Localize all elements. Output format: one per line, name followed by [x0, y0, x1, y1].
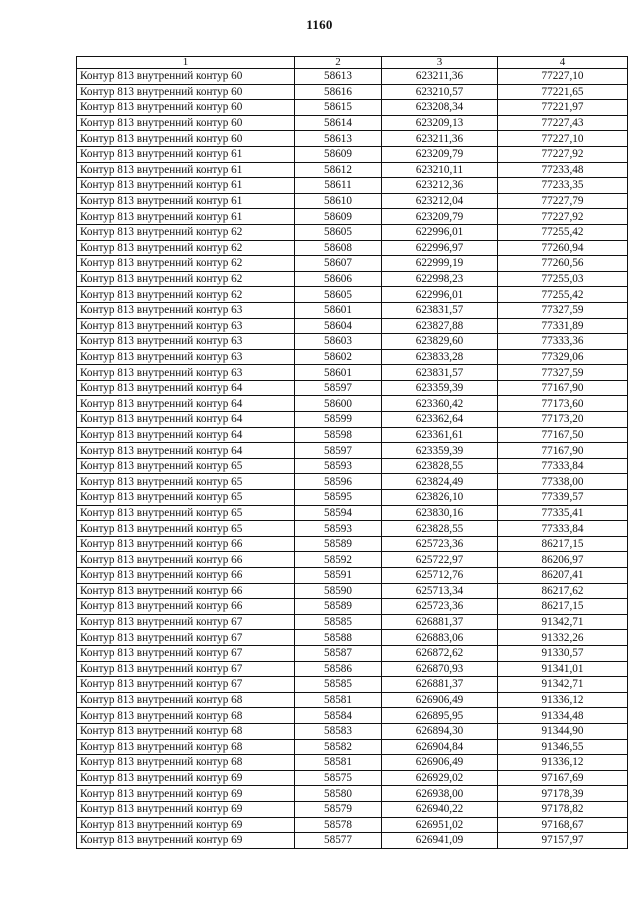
point-number-cell: 58614	[295, 115, 382, 131]
x-coordinate-cell: 626951,02	[382, 817, 498, 833]
contour-name-cell: Контур 813 внутренний контур 68	[77, 723, 295, 739]
table-row	[77, 318, 628, 334]
x-coordinate-cell: 623833,28	[382, 349, 498, 365]
table-row	[77, 505, 628, 521]
x-coordinate-cell: 623826,10	[382, 490, 498, 506]
table-row	[77, 84, 628, 100]
contour-name-cell: Контур 813 внутренний контур 64	[77, 427, 295, 443]
point-number-cell: 58583	[295, 723, 382, 739]
contour-name-cell: Контур 813 внутренний контур 65	[77, 474, 295, 490]
contour-name-cell: Контур 813 внутренний контур 69	[77, 770, 295, 786]
y-coordinate-cell: 77173,20	[498, 412, 628, 428]
table-row	[77, 458, 628, 474]
y-coordinate-cell: 91341,01	[498, 661, 628, 677]
table-row	[77, 723, 628, 739]
x-coordinate-cell: 626941,09	[382, 833, 498, 849]
contour-name-cell: Контур 813 внутренний контур 68	[77, 739, 295, 755]
y-coordinate-cell: 77333,36	[498, 334, 628, 350]
table-row	[77, 334, 628, 350]
y-coordinate-cell: 91334,48	[498, 708, 628, 724]
x-coordinate-cell: 623829,60	[382, 334, 498, 350]
table-row	[77, 224, 628, 240]
point-number-cell: 58584	[295, 708, 382, 724]
table-row	[77, 536, 628, 552]
y-coordinate-cell: 77255,03	[498, 271, 628, 287]
contour-name-cell: Контур 813 внутренний контур 63	[77, 365, 295, 381]
point-number-cell: 58591	[295, 568, 382, 584]
point-number-cell: 58577	[295, 833, 382, 849]
contour-name-cell: Контур 813 внутренний контур 67	[77, 614, 295, 630]
point-number-cell: 58595	[295, 490, 382, 506]
contour-name-cell: Контур 813 внутренний контур 61	[77, 193, 295, 209]
x-coordinate-cell: 623827,88	[382, 318, 498, 334]
x-coordinate-cell: 626894,30	[382, 723, 498, 739]
point-number-cell: 58602	[295, 349, 382, 365]
contour-name-cell: Контур 813 внутренний контур 64	[77, 412, 295, 428]
x-coordinate-cell: 625713,34	[382, 583, 498, 599]
table-row	[77, 115, 628, 131]
y-coordinate-cell: 77227,92	[498, 146, 628, 162]
contour-name-cell: Контур 813 внутренний контур 69	[77, 833, 295, 849]
x-coordinate-cell: 623831,57	[382, 365, 498, 381]
point-number-cell: 58609	[295, 209, 382, 225]
point-number-cell: 58609	[295, 146, 382, 162]
x-coordinate-cell: 623359,39	[382, 443, 498, 459]
y-coordinate-cell: 77227,79	[498, 193, 628, 209]
contour-name-cell: Контур 813 внутренний контур 61	[77, 146, 295, 162]
y-coordinate-cell: 86217,62	[498, 583, 628, 599]
point-number-cell: 58610	[295, 193, 382, 209]
table-row	[77, 271, 628, 287]
x-coordinate-cell: 626881,37	[382, 614, 498, 630]
x-coordinate-cell: 625723,36	[382, 536, 498, 552]
table-row	[77, 240, 628, 256]
y-coordinate-cell: 77327,59	[498, 302, 628, 318]
coordinates-table	[76, 56, 628, 849]
contour-name-cell: Контур 813 внутренний контур 60	[77, 84, 295, 100]
y-coordinate-cell: 77255,42	[498, 224, 628, 240]
y-coordinate-cell: 77327,59	[498, 365, 628, 381]
table-row	[77, 786, 628, 802]
table-row	[77, 349, 628, 365]
point-number-cell: 58594	[295, 505, 382, 521]
x-coordinate-cell: 626940,22	[382, 801, 498, 817]
x-coordinate-cell: 623208,34	[382, 100, 498, 116]
y-coordinate-cell: 77255,42	[498, 287, 628, 303]
x-coordinate-cell: 626895,95	[382, 708, 498, 724]
point-number-cell: 58592	[295, 552, 382, 568]
column-header-1: 1	[77, 57, 295, 69]
point-number-cell: 58585	[295, 677, 382, 693]
contour-name-cell: Контур 813 внутренний контур 60	[77, 115, 295, 131]
x-coordinate-cell: 622996,97	[382, 240, 498, 256]
x-coordinate-cell: 623360,42	[382, 396, 498, 412]
contour-name-cell: Контур 813 внутренний контур 67	[77, 630, 295, 646]
y-coordinate-cell: 77227,43	[498, 115, 628, 131]
column-header-2: 2	[295, 57, 382, 69]
table-body	[77, 69, 628, 849]
contour-name-cell: Контур 813 внутренний контур 64	[77, 396, 295, 412]
point-number-cell: 58608	[295, 240, 382, 256]
table-row	[77, 193, 628, 209]
y-coordinate-cell: 77221,97	[498, 100, 628, 116]
table-row	[77, 817, 628, 833]
table-row	[77, 521, 628, 537]
y-coordinate-cell: 97178,39	[498, 786, 628, 802]
y-coordinate-cell: 91332,26	[498, 630, 628, 646]
y-coordinate-cell: 91346,55	[498, 739, 628, 755]
x-coordinate-cell: 623831,57	[382, 302, 498, 318]
contour-name-cell: Контур 813 внутренний контур 67	[77, 645, 295, 661]
point-number-cell: 58587	[295, 645, 382, 661]
point-number-cell: 58597	[295, 380, 382, 396]
header-row	[77, 57, 628, 69]
x-coordinate-cell: 626906,49	[382, 755, 498, 771]
contour-name-cell: Контур 813 внутренний контур 65	[77, 458, 295, 474]
point-number-cell: 58603	[295, 334, 382, 350]
x-coordinate-cell: 623211,36	[382, 131, 498, 147]
table-row	[77, 708, 628, 724]
x-coordinate-cell: 626881,37	[382, 677, 498, 693]
contour-name-cell: Контур 813 внутренний контур 66	[77, 552, 295, 568]
point-number-cell: 58599	[295, 412, 382, 428]
contour-name-cell: Контур 813 внутренний контур 65	[77, 505, 295, 521]
contour-name-cell: Контур 813 внутренний контур 69	[77, 801, 295, 817]
contour-name-cell: Контур 813 внутренний контур 66	[77, 583, 295, 599]
contour-name-cell: Контур 813 внутренний контур 62	[77, 287, 295, 303]
table-row	[77, 412, 628, 428]
table-row	[77, 209, 628, 225]
y-coordinate-cell: 77227,10	[498, 131, 628, 147]
y-coordinate-cell: 97157,97	[498, 833, 628, 849]
table-row	[77, 614, 628, 630]
x-coordinate-cell: 626870,93	[382, 661, 498, 677]
x-coordinate-cell: 622996,01	[382, 224, 498, 240]
y-coordinate-cell: 86207,41	[498, 568, 628, 584]
point-number-cell: 58605	[295, 224, 382, 240]
x-coordinate-cell: 623828,55	[382, 521, 498, 537]
point-number-cell: 58588	[295, 630, 382, 646]
contour-name-cell: Контур 813 внутренний контур 63	[77, 302, 295, 318]
table-row	[77, 443, 628, 459]
table-row	[77, 256, 628, 272]
table-row	[77, 396, 628, 412]
table-row	[77, 100, 628, 116]
x-coordinate-cell: 622998,23	[382, 271, 498, 287]
table-row	[77, 630, 628, 646]
y-coordinate-cell: 91344,90	[498, 723, 628, 739]
y-coordinate-cell: 97178,82	[498, 801, 628, 817]
contour-name-cell: Контур 813 внутренний контур 63	[77, 318, 295, 334]
y-coordinate-cell: 77173,60	[498, 396, 628, 412]
point-number-cell: 58601	[295, 365, 382, 381]
y-coordinate-cell: 77260,56	[498, 256, 628, 272]
point-number-cell: 58605	[295, 287, 382, 303]
point-number-cell: 58613	[295, 69, 382, 85]
y-coordinate-cell: 91342,71	[498, 614, 628, 630]
point-number-cell: 58589	[295, 536, 382, 552]
y-coordinate-cell: 97167,69	[498, 770, 628, 786]
y-coordinate-cell: 77333,84	[498, 458, 628, 474]
table-row	[77, 146, 628, 162]
x-coordinate-cell: 626938,00	[382, 786, 498, 802]
y-coordinate-cell: 86206,97	[498, 552, 628, 568]
x-coordinate-cell: 626929,02	[382, 770, 498, 786]
y-coordinate-cell: 91336,12	[498, 755, 628, 771]
x-coordinate-cell: 623830,16	[382, 505, 498, 521]
contour-name-cell: Контур 813 внутренний контур 60	[77, 69, 295, 85]
table-row	[77, 770, 628, 786]
table-row	[77, 833, 628, 849]
x-coordinate-cell: 623209,13	[382, 115, 498, 131]
column-header-4: 4	[498, 57, 628, 69]
contour-name-cell: Контур 813 внутренний контур 65	[77, 490, 295, 506]
y-coordinate-cell: 86217,15	[498, 599, 628, 615]
y-coordinate-cell: 77335,41	[498, 505, 628, 521]
y-coordinate-cell: 77233,35	[498, 178, 628, 194]
table-row	[77, 552, 628, 568]
point-number-cell: 58601	[295, 302, 382, 318]
contour-name-cell: Контур 813 внутренний контур 68	[77, 755, 295, 771]
x-coordinate-cell: 625723,36	[382, 599, 498, 615]
table-row	[77, 162, 628, 178]
x-coordinate-cell: 623212,04	[382, 193, 498, 209]
contour-name-cell: Контур 813 внутренний контур 62	[77, 256, 295, 272]
page-number: 1160	[306, 17, 333, 32]
contour-name-cell: Контур 813 внутренний контур 62	[77, 271, 295, 287]
point-number-cell: 58578	[295, 817, 382, 833]
contour-name-cell: Контур 813 внутренний контур 62	[77, 224, 295, 240]
contour-name-cell: Контур 813 внутренний контур 64	[77, 380, 295, 396]
contour-name-cell: Контур 813 внутренний контур 69	[77, 786, 295, 802]
table-row	[77, 645, 628, 661]
x-coordinate-cell: 623828,55	[382, 458, 498, 474]
x-coordinate-cell: 623359,39	[382, 380, 498, 396]
point-number-cell: 58585	[295, 614, 382, 630]
contour-name-cell: Контур 813 внутренний контур 68	[77, 692, 295, 708]
contour-name-cell: Контур 813 внутренний контур 63	[77, 349, 295, 365]
table-row	[77, 287, 628, 303]
y-coordinate-cell: 77227,10	[498, 69, 628, 85]
contour-name-cell: Контур 813 внутренний контур 64	[77, 443, 295, 459]
y-coordinate-cell: 97168,67	[498, 817, 628, 833]
contour-name-cell: Контур 813 внутренний контур 61	[77, 209, 295, 225]
x-coordinate-cell: 625722,97	[382, 552, 498, 568]
contour-name-cell: Контур 813 внутренний контур 69	[77, 817, 295, 833]
x-coordinate-cell: 623210,57	[382, 84, 498, 100]
y-coordinate-cell: 86217,15	[498, 536, 628, 552]
x-coordinate-cell: 623212,36	[382, 178, 498, 194]
y-coordinate-cell: 77167,90	[498, 380, 628, 396]
point-number-cell: 58597	[295, 443, 382, 459]
point-number-cell: 58580	[295, 786, 382, 802]
point-number-cell: 58611	[295, 178, 382, 194]
point-number-cell: 58600	[295, 396, 382, 412]
contour-name-cell: Контур 813 внутренний контур 66	[77, 568, 295, 584]
table-row	[77, 661, 628, 677]
point-number-cell: 58593	[295, 521, 382, 537]
x-coordinate-cell: 623362,64	[382, 412, 498, 428]
y-coordinate-cell: 77167,50	[498, 427, 628, 443]
table-row	[77, 474, 628, 490]
table-row	[77, 302, 628, 318]
point-number-cell: 58615	[295, 100, 382, 116]
table-row	[77, 568, 628, 584]
table-row	[77, 365, 628, 381]
point-number-cell: 58582	[295, 739, 382, 755]
x-coordinate-cell: 622999,19	[382, 256, 498, 272]
point-number-cell: 58581	[295, 692, 382, 708]
y-coordinate-cell: 77333,84	[498, 521, 628, 537]
point-number-cell: 58596	[295, 474, 382, 490]
y-coordinate-cell: 91336,12	[498, 692, 628, 708]
contour-name-cell: Контур 813 внутренний контур 61	[77, 178, 295, 194]
table-row	[77, 380, 628, 396]
table-row	[77, 801, 628, 817]
y-coordinate-cell: 77338,00	[498, 474, 628, 490]
contour-name-cell: Контур 813 внутренний контур 63	[77, 334, 295, 350]
x-coordinate-cell: 623209,79	[382, 209, 498, 225]
x-coordinate-cell: 623211,36	[382, 69, 498, 85]
contour-name-cell: Контур 813 внутренний контур 62	[77, 240, 295, 256]
y-coordinate-cell: 77339,57	[498, 490, 628, 506]
point-number-cell: 58613	[295, 131, 382, 147]
contour-name-cell: Контур 813 внутренний контур 60	[77, 131, 295, 147]
x-coordinate-cell: 626872,62	[382, 645, 498, 661]
table-row	[77, 583, 628, 599]
y-coordinate-cell: 91342,71	[498, 677, 628, 693]
x-coordinate-cell: 623361,61	[382, 427, 498, 443]
y-coordinate-cell: 77233,48	[498, 162, 628, 178]
x-coordinate-cell: 626904,84	[382, 739, 498, 755]
point-number-cell: 58589	[295, 599, 382, 615]
table-row	[77, 677, 628, 693]
table-header	[77, 57, 628, 69]
x-coordinate-cell: 626906,49	[382, 692, 498, 708]
point-number-cell: 58579	[295, 801, 382, 817]
point-number-cell: 58607	[295, 256, 382, 272]
table-row	[77, 178, 628, 194]
contour-name-cell: Контур 813 внутренний контур 67	[77, 661, 295, 677]
point-number-cell: 58598	[295, 427, 382, 443]
table-row	[77, 490, 628, 506]
y-coordinate-cell: 77227,92	[498, 209, 628, 225]
point-number-cell: 58575	[295, 770, 382, 786]
point-number-cell: 58612	[295, 162, 382, 178]
contour-name-cell: Контур 813 внутренний контур 67	[77, 677, 295, 693]
x-coordinate-cell: 622996,01	[382, 287, 498, 303]
contour-name-cell: Контур 813 внутренний контур 68	[77, 708, 295, 724]
point-number-cell: 58586	[295, 661, 382, 677]
table-row	[77, 427, 628, 443]
x-coordinate-cell: 626883,06	[382, 630, 498, 646]
table-row	[77, 131, 628, 147]
point-number-cell: 58593	[295, 458, 382, 474]
y-coordinate-cell: 77331,89	[498, 318, 628, 334]
contour-name-cell: Контур 813 внутренний контур 65	[77, 521, 295, 537]
point-number-cell: 58616	[295, 84, 382, 100]
point-number-cell: 58590	[295, 583, 382, 599]
y-coordinate-cell: 77221,65	[498, 84, 628, 100]
y-coordinate-cell: 77329,06	[498, 349, 628, 365]
point-number-cell: 58581	[295, 755, 382, 771]
point-number-cell: 58606	[295, 271, 382, 287]
y-coordinate-cell: 91330,57	[498, 645, 628, 661]
table-row	[77, 599, 628, 615]
table-row	[77, 69, 628, 85]
table-row	[77, 755, 628, 771]
table-row	[77, 692, 628, 708]
contour-name-cell: Контур 813 внутренний контур 66	[77, 536, 295, 552]
x-coordinate-cell: 625712,76	[382, 568, 498, 584]
point-number-cell: 58604	[295, 318, 382, 334]
x-coordinate-cell: 623210,11	[382, 162, 498, 178]
column-header-3: 3	[382, 57, 498, 69]
contour-name-cell: Контур 813 внутренний контур 66	[77, 599, 295, 615]
table-row	[77, 739, 628, 755]
contour-name-cell: Контур 813 внутренний контур 60	[77, 100, 295, 116]
y-coordinate-cell: 77167,90	[498, 443, 628, 459]
y-coordinate-cell: 77260,94	[498, 240, 628, 256]
x-coordinate-cell: 623824,49	[382, 474, 498, 490]
contour-name-cell: Контур 813 внутренний контур 61	[77, 162, 295, 178]
x-coordinate-cell: 623209,79	[382, 146, 498, 162]
